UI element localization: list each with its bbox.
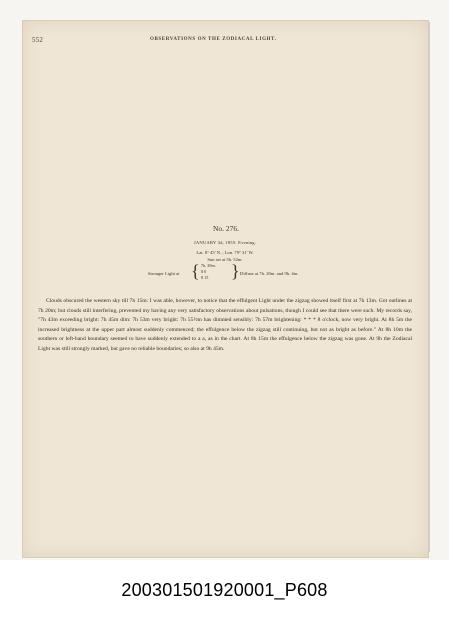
stronger-light-times [201, 263, 231, 281]
stronger-light-label: Stronger Light at [148, 271, 180, 276]
diffuse-light-label: Diffuse at 7h. 20m. and 9h. 4m. [240, 271, 299, 276]
running-header: OBSERVATIONS ON THE ZODIACAL LIGHT. [150, 37, 277, 42]
observation-number: No. 276. [212, 224, 240, 233]
right-brace: } [231, 261, 240, 281]
page-number: 552 [32, 36, 44, 44]
scan-id-caption: 200301501920001_P608 [121, 580, 328, 600]
book-page [22, 20, 429, 558]
observation-date: JANUARY 3d, 1855: Evening. [193, 240, 257, 245]
observation-paragraph: Clouds obscured the western sky till 7h 15m: I was able, however, to notice that the effulgent Light under the zigzag showed itself first at 7h 13m. Got outlines at 7h 20m; but clouds still interfering, prevented my having any very satisfactory observations about pulsations, though I could see that there were such. My records say, "7h 43m exceeding bright: 7h 45m dim: 7h 53m very bright: 7h 55½m has dimmed sensibly: 7h 57m brightening: * * * 8 o'clock, now very bright. At 8h 5m the increased brightness at the upper part almost suddenly commenced; the effulgence below the zigzag still continuing, but not as bright as before." At 8h 10m the southern or left-hand boundary seemed to have suddenly extended to a a, as in the chart. At 8h 15m the effulgence below the zigzag was gone. At 9h the Zodiacal Light was still strongly marked, but gave no reliable boundaries; so also at 9h 45m. [38, 298, 412, 352]
stronger-time-2: 8 0 [201, 269, 207, 274]
left-brace: { [191, 261, 200, 281]
observation-lat-lon: Lat. 8° 45' N. ; Lon. 79° 31' W. [196, 250, 254, 255]
stronger-time-3: 8 15 [201, 275, 209, 280]
stronger-time-1: 7h. 29m. [201, 263, 216, 268]
page-edge [428, 22, 430, 552]
observation-sun-set: Sun set at 5h. 52m. [207, 257, 243, 262]
